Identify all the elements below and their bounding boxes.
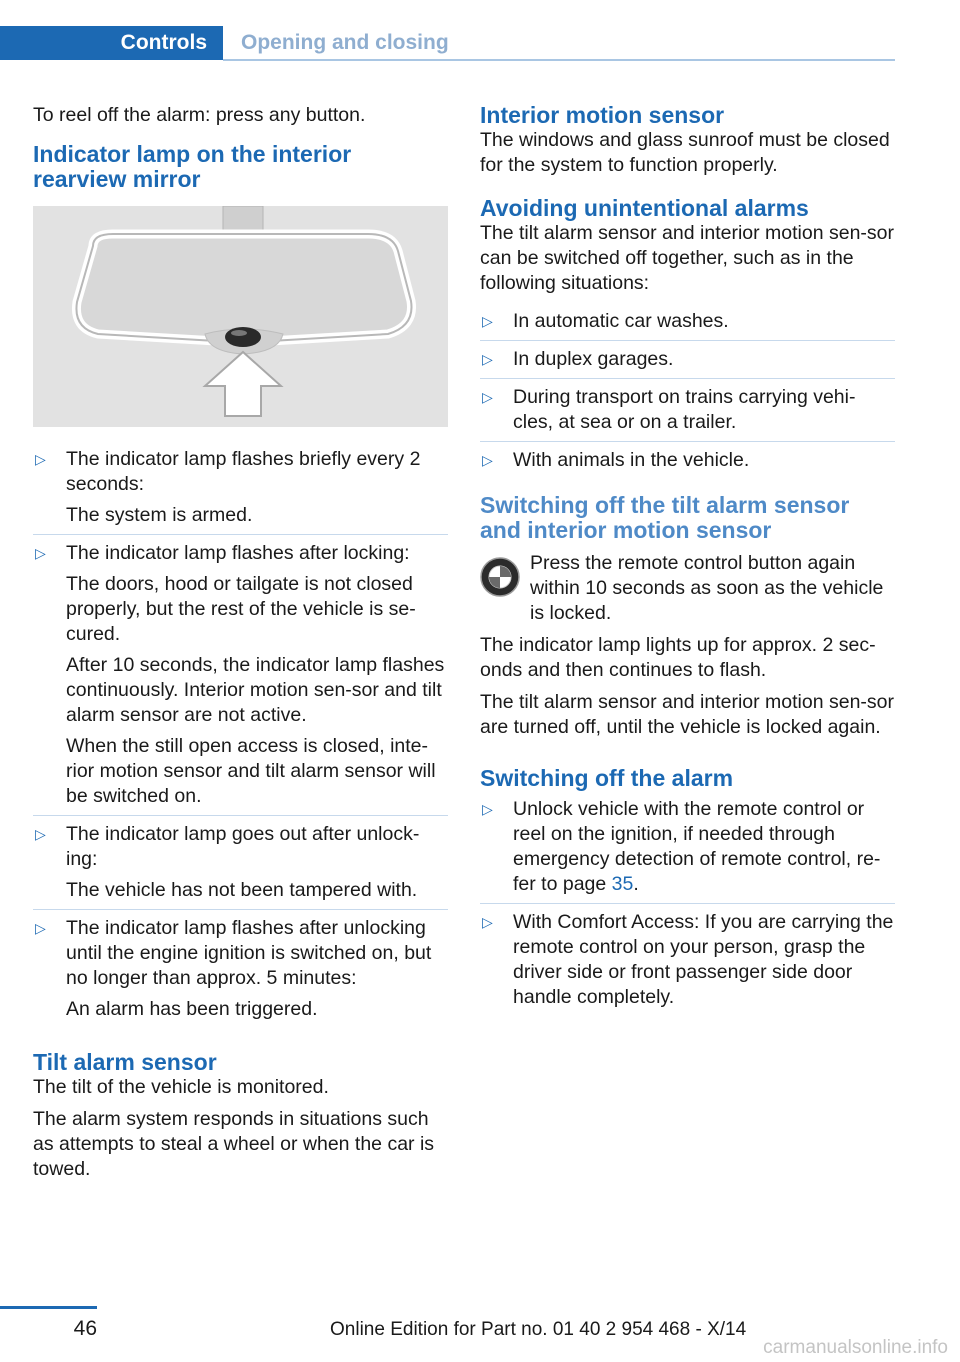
list-item-text: The indicator lamp flashes after unlocking until the engine ignition is switched on, but no longer than approx. 5 minutes:	[66, 917, 432, 989]
list-item-text: When the still open access is closed, inte-rior motion sensor and tilt alarm sensor will be switched on.	[66, 735, 436, 807]
tab-opening-and-closing[interactable]: Opening and closing	[241, 31, 449, 54]
list-item	[480, 341, 895, 379]
list-item	[33, 535, 448, 816]
header-rule	[223, 59, 895, 61]
list-item-text	[513, 797, 895, 897]
triangle-right-icon: ▷	[482, 452, 493, 468]
list-item-text: With animals in the vehicle.	[513, 449, 750, 471]
indicator-lamp-list	[33, 441, 448, 1028]
watermark: carmanualsonline.info	[763, 1337, 948, 1358]
list-item	[480, 303, 895, 341]
page-header	[0, 26, 895, 62]
triangle-right-icon: ▷	[35, 545, 46, 561]
heading-tilt-alarm-sensor: Tilt alarm sensor	[33, 1049, 217, 1075]
heading-avoiding-alarms: Avoiding unintentional alarms	[480, 195, 809, 221]
list-item-text: With Comfort Access: If you are carrying the remote control on your person, grasp the driver side or front passenger side door handle completely.	[513, 911, 894, 1008]
footer-rule	[0, 1306, 97, 1309]
tab-controls[interactable]: Controls	[0, 26, 223, 60]
tilt-text-1: The tilt of the vehicle is monitored.	[33, 1076, 329, 1098]
switch-text-3: The tilt alarm sensor and interior motion sen-sor are turned off, until the vehicle is locked again.	[480, 691, 895, 738]
list-item-text: In duplex garages.	[513, 348, 674, 370]
edition-text: Online Edition for Part no. 01 40 2 954 468 - X/14	[330, 1319, 747, 1340]
list-item-text: After 10 seconds, the indicator lamp flashes continuously. Interior motion sen-sor and tilt alarm sensor are not active.	[66, 654, 445, 726]
heading-switching-off-sensors: Switching off the tilt alarm sensor and interior motion sensor	[480, 492, 850, 543]
heading-switching-off-alarm: Switching off the alarm	[480, 765, 734, 791]
triangle-right-icon: ▷	[35, 920, 46, 936]
list-item-text: The indicator lamp flashes after locking:	[66, 542, 410, 564]
switch-text-1: Press the remote control button again within 10 seconds as soon as the vehicle is locked.	[530, 552, 884, 624]
triangle-right-icon: ▷	[482, 313, 493, 329]
alarm-step-end: .	[633, 873, 639, 895]
rearview-mirror-illustration	[33, 206, 448, 427]
triangle-right-icon: ▷	[482, 351, 493, 367]
left-column	[33, 103, 448, 1189]
list-item	[33, 816, 448, 910]
list-item-text: The indicator lamp flashes briefly every 2 seconds:	[66, 448, 421, 495]
list-item	[33, 441, 448, 535]
list-item-text: The system is armed.	[66, 504, 253, 526]
intro-text: To reel off the alarm: press any button.	[33, 104, 366, 126]
list-item-text: In automatic car washes.	[513, 310, 729, 332]
list-item-text: An alarm has been triggered.	[66, 998, 318, 1020]
triangle-right-icon: ▷	[482, 801, 493, 817]
list-item-text: The vehicle has not been tampered with.	[66, 879, 418, 901]
heading-indicator-lamp: Indicator lamp on the interior rearview mirror	[33, 141, 352, 192]
rearview-mirror-figure	[33, 206, 448, 427]
triangle-right-icon: ▷	[482, 389, 493, 405]
list-item-text: During transport on trains carrying vehi-cles, at sea or on a trailer.	[513, 386, 856, 433]
right-column	[480, 103, 895, 1016]
alarm-step-text: Unlock vehicle with the remote control or reel on the ignition, if needed through emergency detection of remote control, re-fer to page	[513, 798, 881, 895]
list-item	[33, 910, 448, 1028]
motion-text: The windows and glass sunroof must be closed for the system to function properly.	[480, 129, 890, 176]
triangle-right-icon: ▷	[482, 914, 493, 930]
list-item	[480, 442, 895, 479]
switch-text-2: The indicator lamp lights up for approx. 2 sec-onds and then continues to flash.	[480, 634, 876, 681]
list-item-text: The doors, hood or tailgate is not closed properly, but the rest of the vehicle is se-cured.	[66, 573, 416, 645]
page-number: 46	[73, 1317, 97, 1340]
bmw-logo-icon	[480, 557, 520, 597]
avoid-list	[480, 303, 895, 479]
remote-instruction	[480, 551, 895, 626]
heading-interior-motion-sensor: Interior motion sensor	[480, 102, 725, 128]
list-item-text: The indicator lamp goes out after unlock-ing:	[66, 823, 420, 870]
avoid-text: The tilt alarm sensor and interior motion sen-sor can be switched off together, such as in the following situations:	[480, 222, 895, 294]
list-item	[480, 379, 895, 442]
list-item	[480, 904, 895, 1016]
alarm-off-list	[480, 791, 895, 1016]
list-item	[480, 791, 895, 904]
page-link[interactable]: 35	[611, 873, 634, 895]
tilt-text-2: The alarm system responds in situations such as attempts to steal a wheel or when the car is towed.	[33, 1108, 435, 1180]
triangle-right-icon: ▷	[35, 451, 46, 467]
triangle-right-icon: ▷	[35, 826, 46, 842]
